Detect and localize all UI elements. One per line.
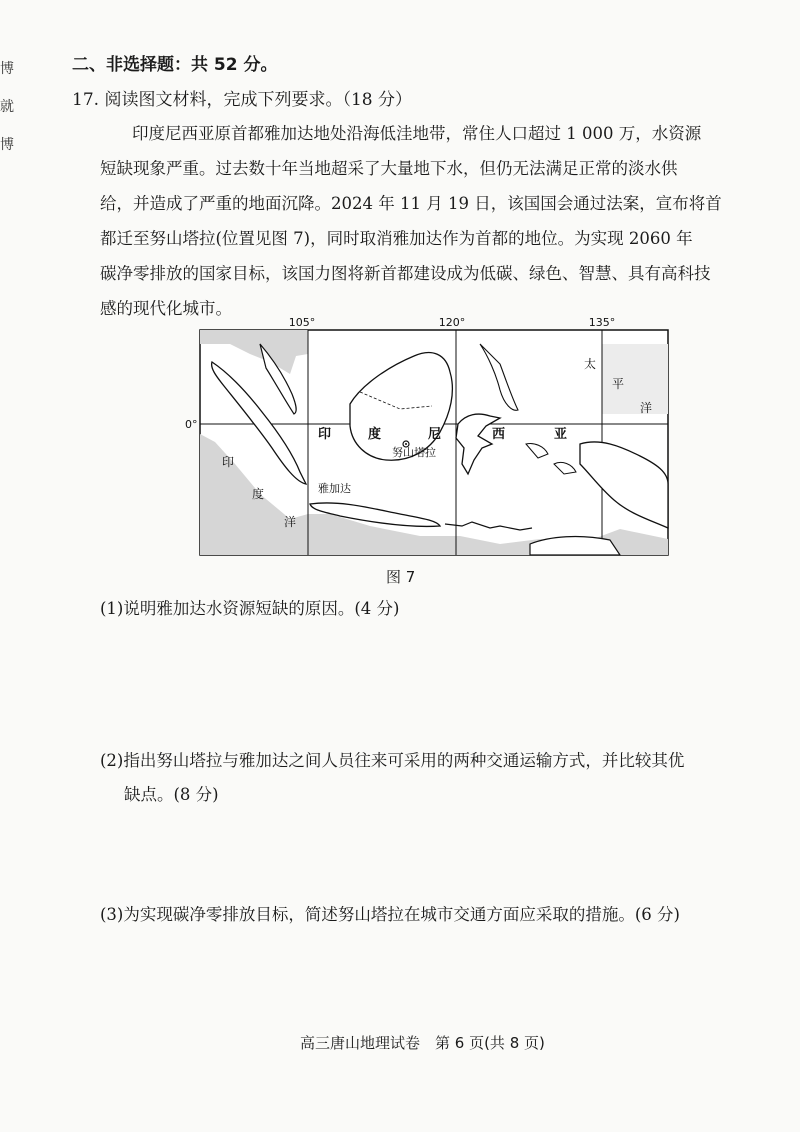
indonesia-label-2: 度: [368, 427, 382, 442]
indian-ocean-label-2: 度: [252, 487, 265, 501]
paragraph-line: 碳净零排放的国家目标，该国力图将新首都建设成为低碳、绿色、智慧、具有高科技: [100, 264, 711, 283]
sub-question-3: [100, 898, 780, 932]
indonesia-label-1: 印: [318, 427, 332, 442]
section-heading: 二、非选择题：共 52 分。: [72, 55, 278, 75]
pacific-label-3: 洋: [640, 401, 653, 415]
nusantara-label: 努山塔拉: [392, 446, 436, 459]
equator-label: 0°: [185, 418, 198, 431]
sub-question-1: [100, 592, 780, 626]
indian-ocean-label-3: 洋: [284, 515, 297, 529]
map-figure: [185, 314, 680, 568]
longitude-120-label: 120°: [438, 316, 466, 329]
sub-question-2-text-cont: 缺点。(8 分): [124, 785, 219, 804]
paragraph-line: 印度尼西亚原首都雅加达地处沿海低洼地带，常住人口超过 1 000 万，水资源: [132, 124, 702, 143]
paragraph-line: 感的现代化城市。: [100, 299, 232, 318]
sub-question-2: [100, 744, 780, 812]
margin-char-3: 博: [0, 137, 14, 153]
sub-question-3-text: (3)为实现碳净零排放目标，简述努山塔拉在城市交通方面应采取的措施。(6 分): [100, 905, 680, 924]
page-footer: 高三唐山地理试卷 第 6 页(共 8 页): [300, 1034, 545, 1052]
indonesia-label-3: 尼: [428, 427, 442, 442]
longitude-135-label: 135°: [588, 316, 616, 329]
material-paragraph: [100, 116, 768, 326]
pacific-label-2: 平: [612, 377, 625, 391]
paragraph-line: 短缺现象严重。过去数十年当地超采了大量地下水，但仍无法满足正常的淡水供: [100, 159, 678, 178]
pacific-label-1: 太: [584, 357, 597, 371]
indonesia-map: [185, 314, 680, 564]
sub-question-1-text: (1)说明雅加达水资源短缺的原因。(4 分): [100, 599, 400, 618]
figure-caption: 图 7: [386, 568, 416, 586]
jakarta-label: 雅加达: [318, 482, 351, 495]
margin-char-2: 就: [0, 99, 14, 115]
paragraph-line: 给，并造成了严重的地面沉降。2024 年 11 月 19 日，该国国会通过法案，宣布将首: [100, 194, 722, 213]
sub-question-2-text: (2)指出努山塔拉与雅加达之间人员往来可采用的两种交通运输方式，并比较其优: [100, 751, 685, 770]
indian-ocean-label-1: 印: [222, 455, 235, 469]
margin-char-1: 博: [0, 61, 14, 77]
longitude-105-label: 105°: [288, 316, 316, 329]
indonesia-label-4: 西: [492, 427, 506, 442]
indonesia-label-5: 亚: [554, 427, 568, 442]
paragraph-line: 都迁至努山塔拉(位置见图 7)，同时取消雅加达作为首都的地位。为实现 2060 年: [100, 229, 693, 248]
question-title: 17. 阅读图文材料，完成下列要求。（18 分）: [72, 90, 412, 110]
